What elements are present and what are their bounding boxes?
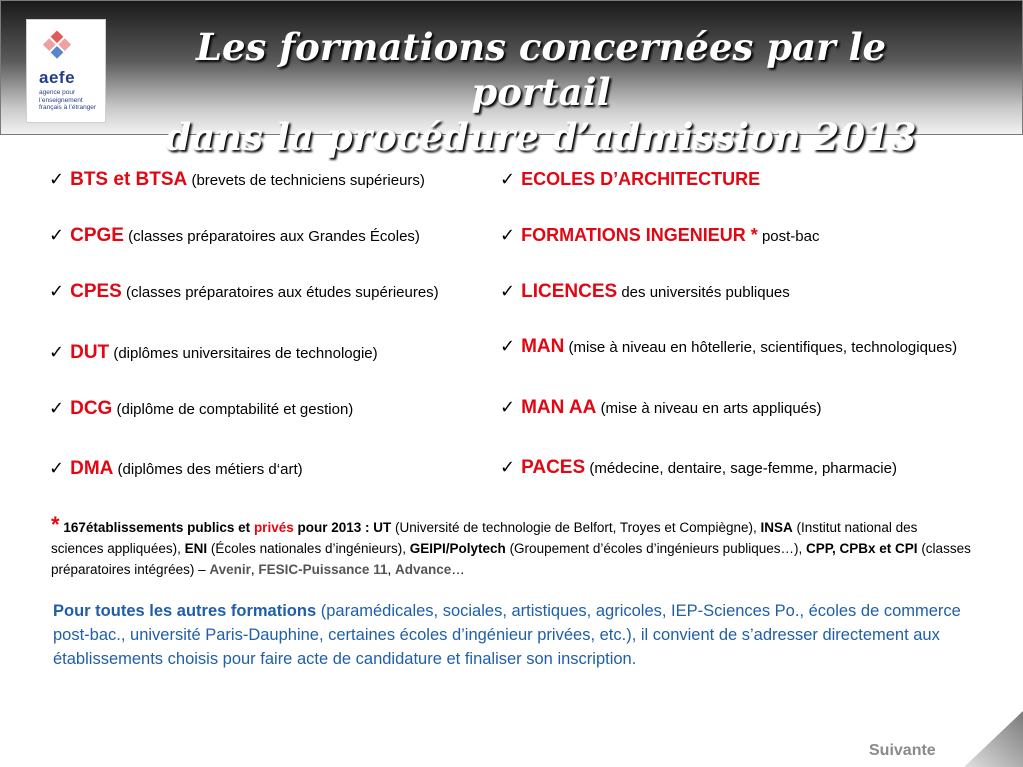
list-item-cpge <box>49 225 420 247</box>
list-item-man-aa <box>500 397 822 419</box>
list-item-licences <box>500 281 790 303</box>
check-icon: ✓ <box>500 336 516 357</box>
item-desc: (diplômes universitaires de technologie) <box>113 345 378 362</box>
list-item-dcg <box>49 398 353 420</box>
list-item-man <box>500 336 957 358</box>
next-link[interactable]: Suivante <box>869 742 936 759</box>
list-item-ingenieur <box>500 225 819 246</box>
list-item-cpes <box>49 281 439 303</box>
check-icon: ✓ <box>500 457 516 478</box>
aefe-logo <box>26 19 106 123</box>
item-name: LICENCES <box>521 281 618 302</box>
check-icon: ✓ <box>49 169 65 190</box>
footnote-star: * <box>51 512 60 537</box>
item-desc: (diplôme de comptabilité et gestion) <box>116 401 354 418</box>
aefe-logo-icon <box>37 26 77 66</box>
footnote-text: pour 2013 : UT <box>297 520 392 535</box>
page-corner-icon[interactable] <box>964 711 1023 767</box>
footnote-text: , <box>250 562 255 577</box>
check-icon: ✓ <box>500 225 516 246</box>
other-bold: Pour toutes les autres formations <box>53 602 317 620</box>
item-desc: (brevets de techniciens supérieurs) <box>191 172 425 189</box>
footnote-text: (Écoles nationales d’ingénieurs), <box>210 541 406 556</box>
footnote-text: GEIPI/Polytech <box>409 541 506 556</box>
item-name: MAN <box>521 336 565 357</box>
footnote-prives: privés <box>253 520 294 535</box>
item-desc: post-bac <box>761 228 820 245</box>
footnote-text: (Groupement d’écoles d’ingénieurs publiques…), <box>509 541 803 556</box>
item-name: CPGE <box>70 225 124 246</box>
footnote-text: (Université de technologie de Belfort, Troyes et Compiègne), <box>395 520 757 535</box>
item-name: DMA <box>70 458 114 479</box>
item-name: DCG <box>70 398 113 419</box>
item-name: PACES <box>521 457 586 478</box>
check-icon: ✓ <box>49 342 65 363</box>
slide-header <box>0 0 1023 159</box>
item-desc: des universités publiques <box>621 284 790 301</box>
check-icon: ✓ <box>49 281 65 302</box>
check-icon: ✓ <box>500 169 516 190</box>
item-name: DUT <box>70 342 110 363</box>
footnote-text: … <box>451 562 465 577</box>
check-icon: ✓ <box>49 225 65 246</box>
item-name: BTS et BTSA <box>70 169 188 190</box>
logo-subtitle: agence pour l’enseignement français à l’étranger <box>39 89 97 111</box>
list-item-architecture <box>500 169 760 190</box>
footnote-advance: Advance <box>395 562 452 577</box>
item-desc: (mise à niveau en hôtellerie, scientifiques, technologiques) <box>568 339 958 356</box>
item-desc: (médecine, dentaire, sage-femme, pharmacie) <box>589 460 897 477</box>
footnote-avenir: Avenir <box>209 562 251 577</box>
footnote <box>51 514 971 580</box>
check-icon: ✓ <box>500 397 516 418</box>
other-formations-note <box>53 599 963 671</box>
item-desc: (diplômes des métiers d‘art) <box>117 461 303 478</box>
logo-name: aefe <box>39 68 76 87</box>
item-name: ECOLES D’ARCHITECTURE <box>521 169 761 189</box>
title-line-1: Les formations concernées par le portail <box>195 25 887 114</box>
footnote-text: (Institut national des sciences appliquées), <box>51 520 918 556</box>
other-text: (paramédicales, sociales, artistiques, agricoles, IEP-Sciences Po., écoles de commerce post-bac., université Paris-Dauphine, certaines écoles d’ingénieur privées, etc.), il convient de s’adresser directement aux établissements choisis pour faire acte de candidature et finaliser son inscription. <box>53 602 961 668</box>
item-name: MAN AA <box>521 397 597 418</box>
item-desc: (mise à niveau en arts appliqués) <box>600 400 822 417</box>
footnote-text: (classes préparatoires intégrées) – <box>51 541 971 577</box>
footnote-text: ENI <box>184 541 208 556</box>
item-desc: (classes préparatoires aux Grandes Écoles) <box>128 228 420 245</box>
check-icon: ✓ <box>49 398 65 419</box>
list-item-bts <box>49 169 425 191</box>
item-name: FORMATIONS INGENIEUR * <box>521 225 758 245</box>
list-item-paces <box>500 457 897 479</box>
footnote-fesic: FESIC-Puissance 11 <box>258 562 388 577</box>
list-item-dut <box>49 342 378 364</box>
list-item-dma <box>49 458 303 480</box>
footnote-text: 167établissements publics et <box>63 520 251 535</box>
footnote-text: INSA <box>760 520 793 535</box>
footnote-text: CPP, CPBx et CPI <box>806 541 918 556</box>
title-line-2: dans la procédure d’admission 2013 <box>165 115 917 159</box>
check-icon: ✓ <box>500 281 516 302</box>
check-icon: ✓ <box>49 458 65 479</box>
item-name: CPES <box>70 281 122 302</box>
page-title <box>121 25 961 160</box>
footnote-text: , <box>387 562 392 577</box>
item-desc: (classes préparatoires aux études supérieures) <box>126 284 439 301</box>
